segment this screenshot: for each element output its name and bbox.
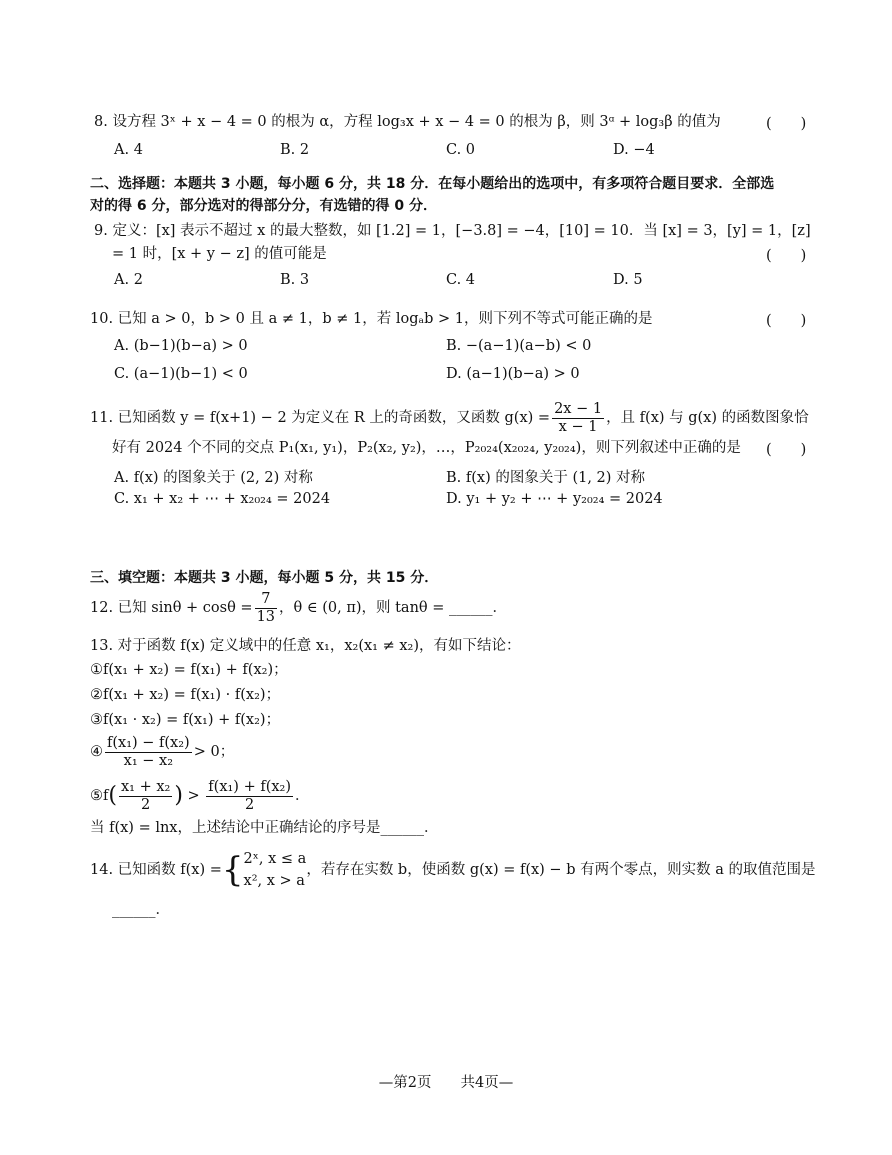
q9-option-a: A. 2 bbox=[114, 272, 143, 288]
q9-option-b: B. 3 bbox=[280, 272, 310, 288]
q13-conclusion-2: ②f(x₁ + x₂) = f(x₁) · f(x₂)； bbox=[90, 687, 281, 703]
q12-frac-denominator: 13 bbox=[256, 608, 276, 625]
q8-option-b: B. 2 bbox=[280, 142, 310, 158]
q14-piecewise-cases bbox=[244, 848, 307, 892]
page-footer: —第2页 共4页— bbox=[378, 1075, 514, 1091]
q12-stem-prefix: 12. 已知 sinθ + cosθ = bbox=[90, 600, 253, 616]
q9-option-d: D. 5 bbox=[613, 272, 643, 288]
q14-stem-line1 bbox=[90, 848, 815, 892]
q13-conclusion-1: ①f(x₁ + x₂) = f(x₁) + f(x₂)； bbox=[90, 662, 288, 678]
q14-left-brace: { bbox=[221, 850, 244, 890]
q13-c4-numerator: f(x₁) − f(x₂) bbox=[107, 734, 190, 751]
q11-option-d: D. y₁ + y₂ + ⋯ + y₂₀₂₄ = 2024 bbox=[446, 491, 663, 507]
q14-case-2: x², x > a bbox=[243, 873, 305, 889]
q13-conclusion-4 bbox=[90, 732, 234, 772]
q10-answer-paren: ( ) bbox=[766, 313, 807, 329]
q13-c5-inner-denominator: 2 bbox=[141, 796, 151, 813]
q10-option-d: D. (a−1)(b−a) > 0 bbox=[446, 366, 580, 382]
q13-c5-fraction bbox=[206, 779, 293, 814]
q13-c5-suffix: ． bbox=[295, 788, 310, 804]
q11-frac-denominator: x − 1 bbox=[558, 418, 598, 435]
q13-c4-suffix: > 0； bbox=[193, 744, 235, 760]
q11-g-fraction bbox=[552, 401, 604, 436]
q13-intro: 13. 对于函数 f(x) 定义域中的任意 x₁，x₂(x₁ ≠ x₂)，有如下结论： bbox=[90, 638, 521, 654]
q14-case-1: 2ˣ, x ≤ a bbox=[243, 851, 307, 867]
q13-c4-denominator: x₁ − x₂ bbox=[123, 752, 174, 769]
q13-conclusion-3: ③f(x₁ · x₂) = f(x₁) + f(x₂)； bbox=[90, 712, 281, 728]
q14-stem-line2: ______． bbox=[112, 902, 170, 918]
q9-option-c: C. 4 bbox=[446, 272, 476, 288]
q12-frac-numerator: 7 bbox=[255, 591, 277, 609]
section2-heading-line1: 二、选择题：本题共 3 小题，每小题 6 分，共 18 分．在每小题给出的选项中，有多项符合题目要求．全部选 bbox=[90, 176, 775, 192]
q14-stem-suffix: ，若存在实数 b，使函数 g(x) = f(x) − b 有两个零点，则实数 a 的取值范围是 bbox=[306, 862, 816, 878]
q12-stem bbox=[90, 588, 507, 628]
q11-frac-numerator: 2x − 1 bbox=[554, 400, 603, 417]
q13-c4-fraction bbox=[105, 735, 192, 770]
q13-c5-inner-fraction bbox=[119, 779, 172, 814]
q11-option-a: A. f(x) 的图象关于 (2, 2) 对称 bbox=[114, 470, 313, 486]
q9-stem-line1: 9. 定义：[x] 表示不超过 x 的最大整数，如 [1.2] = 1，[−3.8] = −4，[10] = 10．当 [x] = 3，[y] = 1，[z] bbox=[94, 223, 811, 239]
q8-stem: 8. 设方程 3ˣ + x − 4 = 0 的根为 α，方程 log₃x + x − 4 = 0 的根为 β，则 3ᵅ + log₃β 的值为 bbox=[94, 114, 721, 130]
q10-option-c: C. (a−1)(b−1) < 0 bbox=[114, 366, 248, 382]
q8-option-c: C. 0 bbox=[446, 142, 476, 158]
q13-c5-inner-numerator: x₁ + x₂ bbox=[120, 778, 171, 795]
q11-option-c: C. x₁ + x₂ + ⋯ + x₂₀₂₄ = 2024 bbox=[114, 491, 331, 507]
q11-stem-part2: ，且 f(x) 与 g(x) 的函数图象恰 bbox=[606, 410, 809, 426]
q13-conclusion-5 bbox=[90, 776, 310, 816]
q11-answer-paren: ( ) bbox=[766, 442, 807, 458]
q10-option-a: A. (b−1)(b−a) > 0 bbox=[114, 338, 248, 354]
q8-option-a: A. 4 bbox=[114, 142, 143, 158]
q13-c5-denominator: 2 bbox=[245, 796, 255, 813]
q12-stem-suffix: ，θ ∈ (0, π)，则 tanθ = ______． bbox=[279, 600, 508, 616]
q13-c5-greater: > bbox=[187, 788, 200, 804]
q14-stem-prefix: 14. 已知函数 f(x) = bbox=[90, 862, 222, 878]
q13-c5-numerator: f(x₁) + f(x₂) bbox=[208, 778, 292, 795]
q11-stem-line2: 好有 2024 个不同的交点 P₁(x₁, y₁)，P₂(x₂, y₂)，…，P₂₀₂₄(x₂₀₂₄, y₂₀₂₄)，则下列叙述中正确的是 bbox=[112, 440, 741, 456]
q12-fraction bbox=[255, 591, 277, 626]
q13-question: 当 f(x) = lnx，上述结论中正确结论的序号是______． bbox=[90, 820, 439, 836]
q13-c5-prefix: ⑤f bbox=[90, 788, 109, 804]
q11-stem-line1 bbox=[90, 398, 809, 438]
q11-stem-part1: 11. 已知函数 y = f(x+1) − 2 为定义在 R 上的奇函数，又函数 g(x) = bbox=[90, 410, 551, 426]
section2-heading-line2: 对的得 6 分，部分选对的得部分分，有选错的得 0 分． bbox=[90, 198, 437, 214]
q13-c5-right-paren: ) bbox=[174, 783, 183, 808]
q9-stem-line2: = 1 时，[x + y − z] 的值可能是 bbox=[112, 246, 327, 262]
q10-stem: 10. 已知 a > 0，b > 0 且 a ≠ 1，b ≠ 1，若 logₐb > 1，则下列不等式可能正确的是 bbox=[90, 311, 653, 327]
q8-option-d: D. −4 bbox=[613, 142, 655, 158]
q13-c5-left-paren: ( bbox=[108, 783, 117, 808]
q8-answer-paren: ( ) bbox=[766, 116, 807, 132]
q10-option-b: B. −(a−1)(a−b) < 0 bbox=[446, 338, 592, 354]
q9-answer-paren: ( ) bbox=[766, 248, 807, 264]
q13-c4-prefix: ④ bbox=[90, 744, 103, 760]
section3-heading: 三、填空题：本题共 3 小题，每小题 5 分，共 15 分． bbox=[90, 570, 439, 586]
q11-option-b: B. f(x) 的图象关于 (1, 2) 对称 bbox=[446, 470, 646, 486]
